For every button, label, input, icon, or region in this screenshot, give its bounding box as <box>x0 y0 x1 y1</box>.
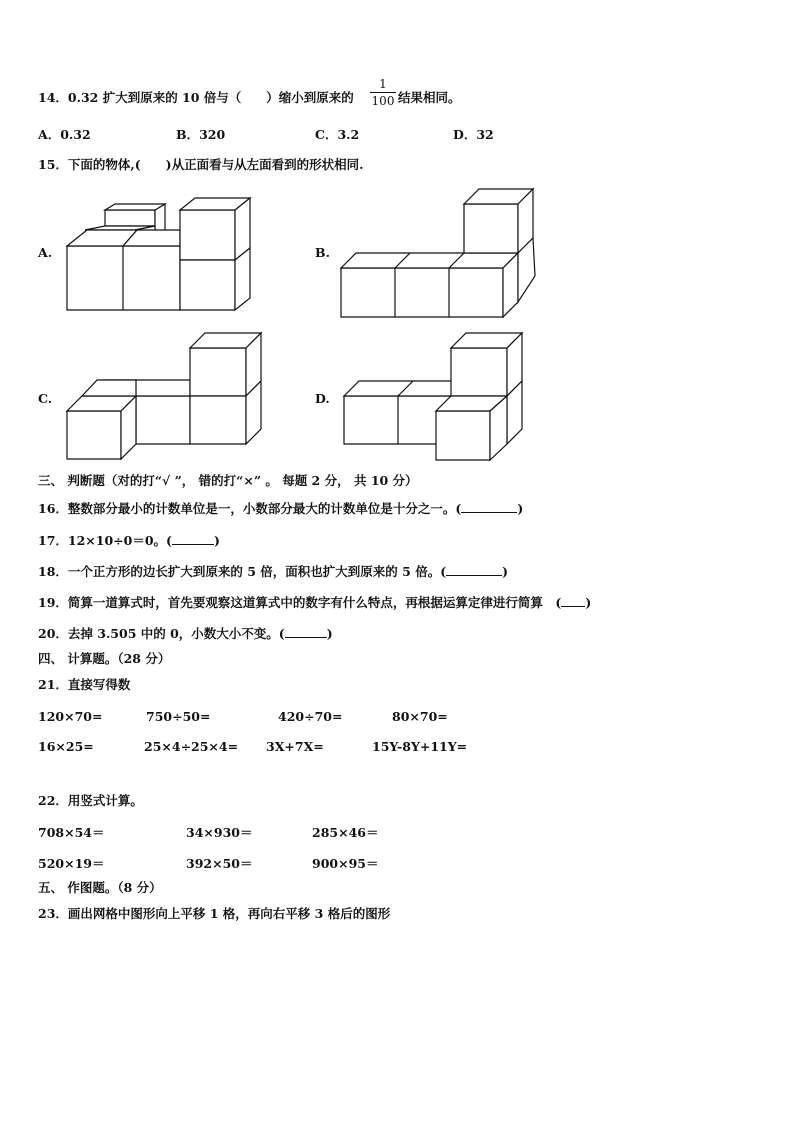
section-3-title: 三、 判断题（对的打“√ ”， 错的打“×” 。 每题 2 分， 共 10 分） <box>38 473 418 488</box>
q19-answer-blank[interactable] <box>561 594 585 607</box>
q20-answer-blank[interactable] <box>285 625 327 638</box>
q14-option-d[interactable]: D．32 <box>453 127 494 142</box>
figure-b-cubes <box>338 186 548 321</box>
q14-option-b[interactable]: B．320 <box>176 127 226 142</box>
question-14 <box>38 90 354 106</box>
q16-text: 16．整数部分最小的计数单位是一，小数部分最大的计数单位是十分之一。( <box>38 501 462 516</box>
question-22-title: 22．用竖式计算。 <box>38 793 143 808</box>
q22-item-6: 900×95＝ <box>312 856 379 871</box>
q21-item-6: 25×4÷25×4= <box>144 739 239 754</box>
q14-fraction <box>370 77 396 108</box>
q14-option-a[interactable]: A．0.32 <box>38 127 91 142</box>
question-18 <box>38 563 508 580</box>
q15-option-c-label[interactable]: C. <box>38 391 53 406</box>
q15-option-a-label[interactable]: A. <box>38 245 53 260</box>
q21-item-2: 750÷50= <box>146 709 211 724</box>
q21-item-7: 3X+7X= <box>266 739 324 754</box>
question-17 <box>38 532 220 549</box>
q14-text: 14．0.32 扩大到原来的 10 倍与（ ）缩小到原来的 <box>38 90 354 105</box>
q14-text-after: 结果相同。 <box>398 90 461 105</box>
question-19 <box>38 594 591 611</box>
q17-close: ) <box>213 533 220 548</box>
q14-option-c[interactable]: C．3.2 <box>315 127 360 142</box>
q17-text: 17．12×10÷0＝0。( <box>38 533 172 548</box>
q18-close: ) <box>502 564 509 579</box>
q14-fraction-numerator: 1 <box>379 77 387 91</box>
q22-item-5: 392×50＝ <box>186 856 253 871</box>
q20-close: ) <box>326 626 333 641</box>
figure-a-cubes <box>60 190 260 315</box>
q19-close: ) <box>585 595 592 610</box>
q21-item-3: 420÷70= <box>278 709 343 724</box>
q22-item-3: 285×46＝ <box>312 825 379 840</box>
q21-item-1: 120×70= <box>38 709 103 724</box>
q21-item-4: 80×70= <box>392 709 448 724</box>
q18-text: 18．一个正方形的边长扩大到原来的 5 倍，面积也扩大到原来的 5 倍。( <box>38 564 447 579</box>
q17-answer-blank[interactable] <box>172 532 214 545</box>
section-5-title: 五、 作图题。（8 分） <box>38 880 162 895</box>
figure-d-cubes <box>342 330 532 465</box>
question-20 <box>38 625 333 642</box>
q22-item-1: 708×54＝ <box>38 825 105 840</box>
question-16 <box>38 500 523 517</box>
section-4-title: 四、 计算题。（28 分） <box>38 651 171 666</box>
q21-item-5: 16×25= <box>38 739 94 754</box>
q16-close: ) <box>517 501 524 516</box>
q22-item-2: 34×930＝ <box>186 825 253 840</box>
q19-text: 19．简算一道算式时，首先要观察这道算式中的数字有什么特点，再根据运算定律进行简算 ( <box>38 595 562 610</box>
figure-c-cubes <box>62 328 272 463</box>
q16-answer-blank[interactable] <box>461 500 517 513</box>
question-21-title: 21．直接写得数 <box>38 677 131 692</box>
q18-answer-blank[interactable] <box>446 563 502 576</box>
q15-option-b-label[interactable]: B. <box>315 245 330 260</box>
question-23: 23．画出网格中图形向上平移 1 格，再向右平移 3 格后的图形 <box>38 906 391 921</box>
q22-item-4: 520×19＝ <box>38 856 105 871</box>
question-15: 15．下面的物体,( )从正面看与从左面看到的形状相同. <box>38 157 364 172</box>
q20-text: 20．去掉 3.505 中的 0，小数大小不变。( <box>38 626 285 641</box>
q15-option-d-label[interactable]: D. <box>315 391 330 406</box>
q21-item-8: 15Y-8Y+11Y= <box>372 739 468 754</box>
q14-fraction-denominator: 100 <box>371 94 395 108</box>
